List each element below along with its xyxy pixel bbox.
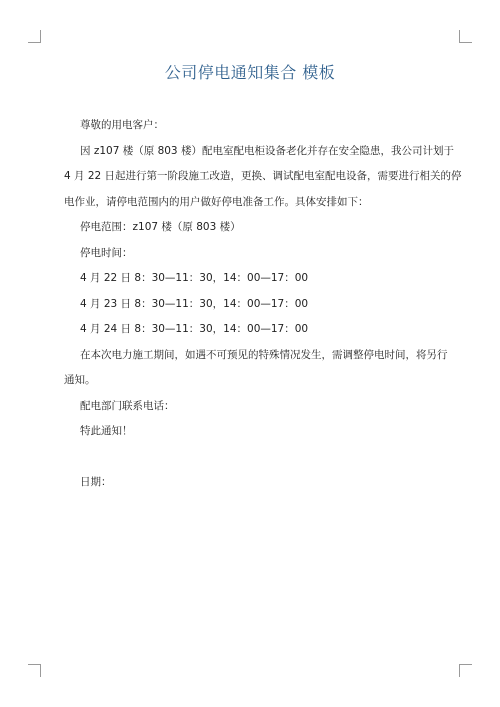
crop-mark-top-right [459,30,472,43]
paragraph-line: 4 月 22 日起进行第一阶段施工改造，更换、调试配电室配电设备，需要进行相关的停 [64,170,462,182]
spacer [64,445,448,471]
paragraph-line: 因 z107 楼（原 803 楼）配电室配电柜设备老化并存在安全隐患，我公司计划于 [80,144,454,157]
crop-mark-bottom-left [28,664,41,677]
date-label: 日期： [80,476,112,488]
schedule-item: 4 月 23 日 8：30—11：30，14：00—17：00 [80,297,309,310]
paragraph-line: 电作业，请停电范围内的用户做好停电准备工作。具体安排如下： [64,195,369,208]
schedule-item: 4 月 24 日 8：30—11：30，14：00—17：00 [80,323,309,335]
closing-remark: 特此通知！ [80,425,133,437]
contact-phone-label: 配电部门联系电话： [80,399,175,412]
outage-scope: 停电范围：z107 楼（原 803 楼） [80,221,241,233]
document-body [64,113,462,496]
greeting: 尊敬的用电客户： [80,119,164,131]
crop-mark-top-left [28,30,41,43]
document-title: 公司停电通知集合 模板 [164,63,336,82]
paragraph-line: 通知。 [64,374,96,386]
paragraph-line: 在本次电力施工期间，如遇不可预见的特殊情况发生，需调整停电时间，将另行 [80,348,448,361]
schedule-item: 4 月 22 日 8：30—11：30，14：00—17：00 [80,272,309,284]
outage-time-label: 停电时间： [80,246,133,259]
crop-mark-bottom-right [459,664,472,677]
